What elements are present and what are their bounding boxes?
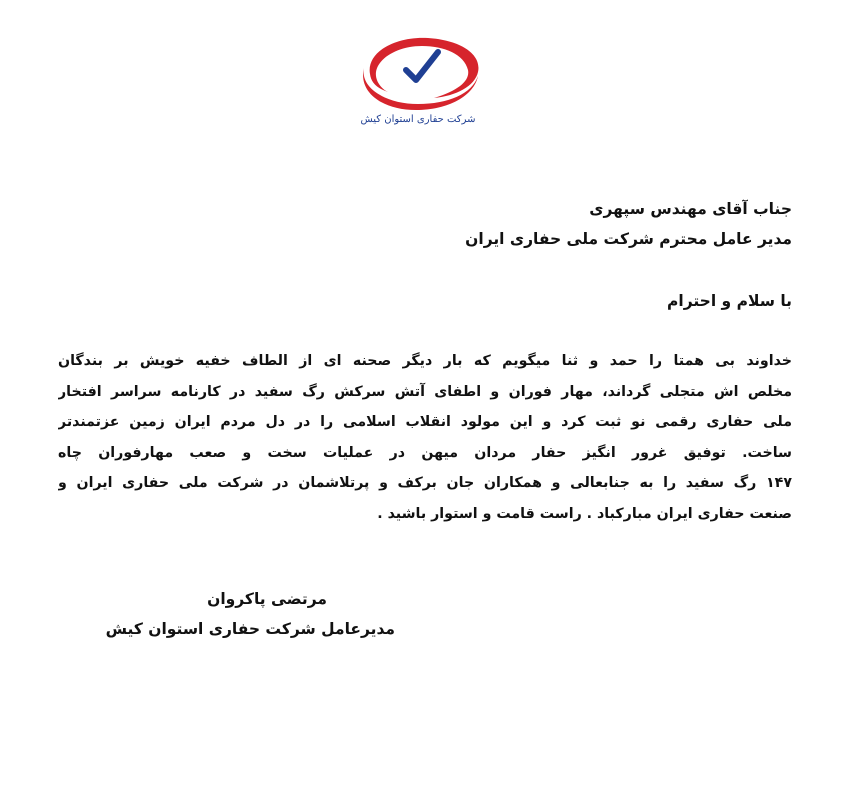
recipient-name: جناب آقای مهندس سپهری [589, 200, 792, 218]
body-line: ساخت. توفیق غرور انگیز حفار مردان میهن در عملیات سخت و صعب مهارفوران چاه [58, 444, 792, 461]
logo-caption: شرکت حفاری استوان کیش [360, 114, 476, 125]
body-line: صنعت حفاری ایران مبارکباد . راست قامت و استوار باشید . [377, 505, 792, 522]
body-line: ۱۴۷ رگ سفید را به جنابعالی و همکاران جان برکف و پرتلاشمان در شرکت ملی حفاری ایران و [58, 475, 792, 491]
salutation: با سلام و احترام [667, 292, 792, 310]
signer-title: مدیرعامل شرکت حفاری استوان کیش [105, 620, 395, 638]
body-line: ملی حفاری رقمی نو ثبت کرد و این مولود انقلاب اسلامی را در دل مردم ایران زمین عزتمندتر [58, 414, 792, 430]
letter-body [58, 346, 792, 529]
recipient-title: مدیر عامل محترم شرکت ملی حفاری ایران [465, 230, 792, 248]
body-line: خداوند بی همتا را حمد و ثنا میگویم که بار دیگر صحنه ای از الطاف خفیه خویش بر بندگان [58, 353, 792, 369]
check-icon [406, 52, 438, 80]
company-logo [356, 30, 488, 130]
logo-emblem [356, 30, 488, 130]
signer-name: مرتضی پاکروان [207, 590, 327, 608]
body-line: مخلص اش متجلی گرداند، مهار فوران و اطفای آتش سرکش رگ سفید در کارنامه سراسر افتخار [58, 383, 792, 400]
